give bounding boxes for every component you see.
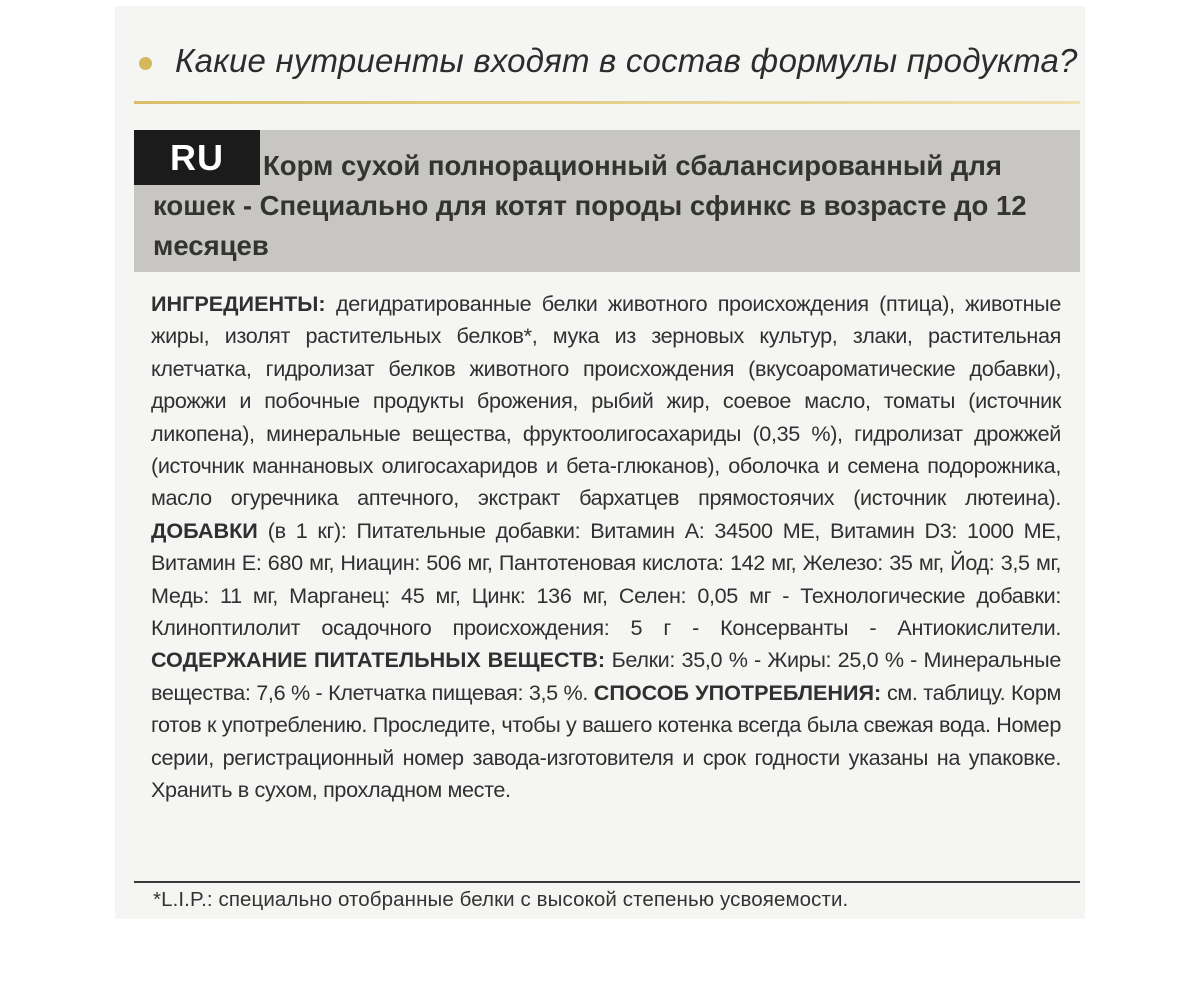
- question-row: [115, 42, 1085, 92]
- gold-divider: [134, 101, 1080, 104]
- usage-label: СПОСОБ УПОТРЕБЛЕНИЯ:: [593, 679, 882, 705]
- product-title: Корм сухой полнорационный сбалансированный для кошек - Специально для котят породы сфинкс в возрасте до 12 месяцев: [153, 150, 1027, 261]
- question-heading: Какие нутриенты входят в состав формулы продукта?: [175, 42, 1078, 79]
- ingredients-text: дегидратированные белки животного происхождения (птица), животные жиры, изолят растительных белков*, мука из зерновых культур, злаки, растительная клетчатка, гидролизат белков животного происхождения (вкусоароматические добавки), дрожжи и побочные продукты брожения, рыбий жир, соевое масло, томаты (источник ликопена), минеральные вещества, фруктоолигосахариды (0,35 %), гидролизат дрожжей (источник маннановых олигосахаридов и бета-глюканов), оболочка и семена подорожника, масло огуречника аптечного, экстракт бархатцев прямостоячих (источник лютеина).: [151, 291, 1061, 511]
- composition-text: [151, 288, 1061, 807]
- footnote: *L.I.P.: специально отобранные белки с высокой степенью усвояемости.: [153, 888, 849, 911]
- usage-text: см. таблицу. Корм готов к употреблению. Проследите, чтобы у вашего котенка всегда была свежая вода. Номер серии, регистрационный номер завода-изготовителя и срок годности указаны на упаковке. Хранить в сухом, прохладном месте.: [151, 679, 1061, 803]
- nutrients-label: СОДЕРЖАНИЕ ПИТАТЕЛЬНЫХ ВЕЩЕСТВ:: [151, 647, 606, 673]
- additives-text: (в 1 кг): Питательные добавки: Витамин А: 34500 МЕ, Витамин D3: 1000 МЕ, Витамин Е: 680 мг, Ниацин: 506 мг, Пантотеновая кислота: 142 мг, Железо: 35 мг, Йод: 3,5 мг, Медь: 11 мг, Марганец: 45 мг, Цинк: 136 мг, Селен: 0,05 мг - Технологические добавки: Клиноптилолит осадочного происхождения: 5 г - Консерванты - Антиокислители.: [151, 517, 1061, 641]
- ingredients-label: ИНГРЕДИЕНТЫ:: [151, 291, 326, 316]
- language-badge: RU: [134, 130, 260, 185]
- nutrients-text: Белки: 35,0 % - Жиры: 25,0 % - Минеральные вещества: 7,6 % - Клетчатка пищевая: 3,5 %.: [151, 647, 1061, 705]
- bullet-dot-icon: [139, 57, 152, 70]
- additives-label: ДОБАВКИ: [151, 517, 258, 543]
- footnote-divider: [134, 881, 1080, 883]
